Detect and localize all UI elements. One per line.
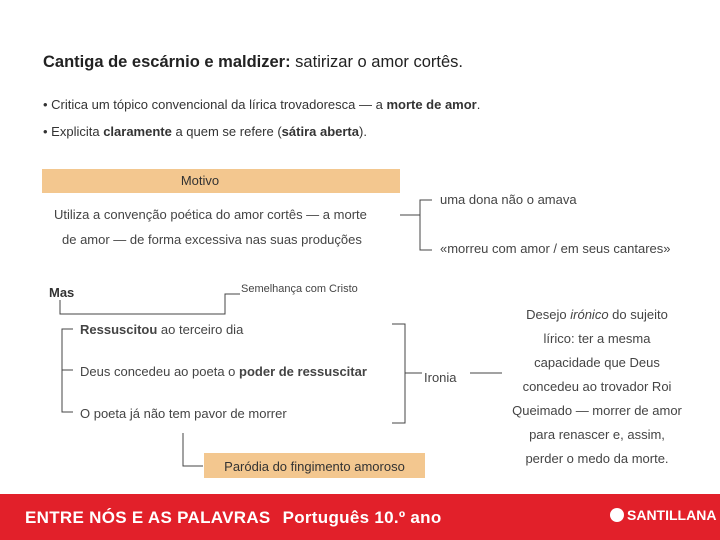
mas-label: Mas [49, 285, 75, 300]
desejo-line-7: perder o medo da morte. [525, 451, 669, 466]
bullet-2: • Explicita claramente a quem se refere (sátira aberta). [43, 124, 367, 139]
list-bracket-right [392, 324, 405, 423]
desejo-line-2: lírico: ter a mesma [543, 331, 651, 346]
desejo-line-3: capacidade que Deus [534, 355, 660, 370]
motivo-label: Motivo [180, 173, 220, 188]
right-top-bracket [420, 200, 432, 250]
parodia-label: Paródia do fingimento amoroso [224, 459, 405, 474]
footer-title: ENTRE NÓS E AS PALAVRAS Português 10.º ano [25, 508, 442, 527]
right-top-item-1: uma dona não o amava [440, 192, 577, 207]
desejo-line-1: Desejo irónico do sujeito [526, 307, 668, 322]
motivo-line-1: Utiliza a convenção poética do amor cortês — a morte [54, 207, 367, 222]
desejo-block [502, 303, 692, 471]
parodia-connector [183, 433, 203, 466]
motivo-line-2: de amor — de forma excessiva nas suas produções [62, 232, 362, 247]
bullet-1: • Critica um tópico convencional da lírica trovadoresca — a morte de amor. [43, 97, 481, 112]
semelhanca-label: Semelhança com Cristo [241, 283, 358, 295]
desejo-line-4: concedeu ao trovador Roi [522, 379, 672, 394]
mas-bracket [60, 294, 240, 314]
santillana-logo: SANTILLANA [610, 507, 716, 523]
list-item-2: Deus concedeu ao poeta o poder de ressuscitar [80, 364, 367, 379]
list-item-3: O poeta já não tem pavor de morrer [80, 406, 287, 421]
desejo-line-5: Queimado — morrer de amor [512, 403, 682, 418]
logo-mark-icon [610, 508, 624, 522]
page-title: Cantiga de escárnio e maldizer: satirizar o amor cortês. [43, 53, 463, 71]
right-top-item-2: «morreu com amor / em seus cantares» [440, 241, 671, 256]
desejo-line-6: para renascer e, assim, [529, 427, 665, 442]
ironia-label: Ironia [424, 370, 457, 385]
list-item-1: Ressuscitou ao terceiro dia [80, 322, 244, 337]
